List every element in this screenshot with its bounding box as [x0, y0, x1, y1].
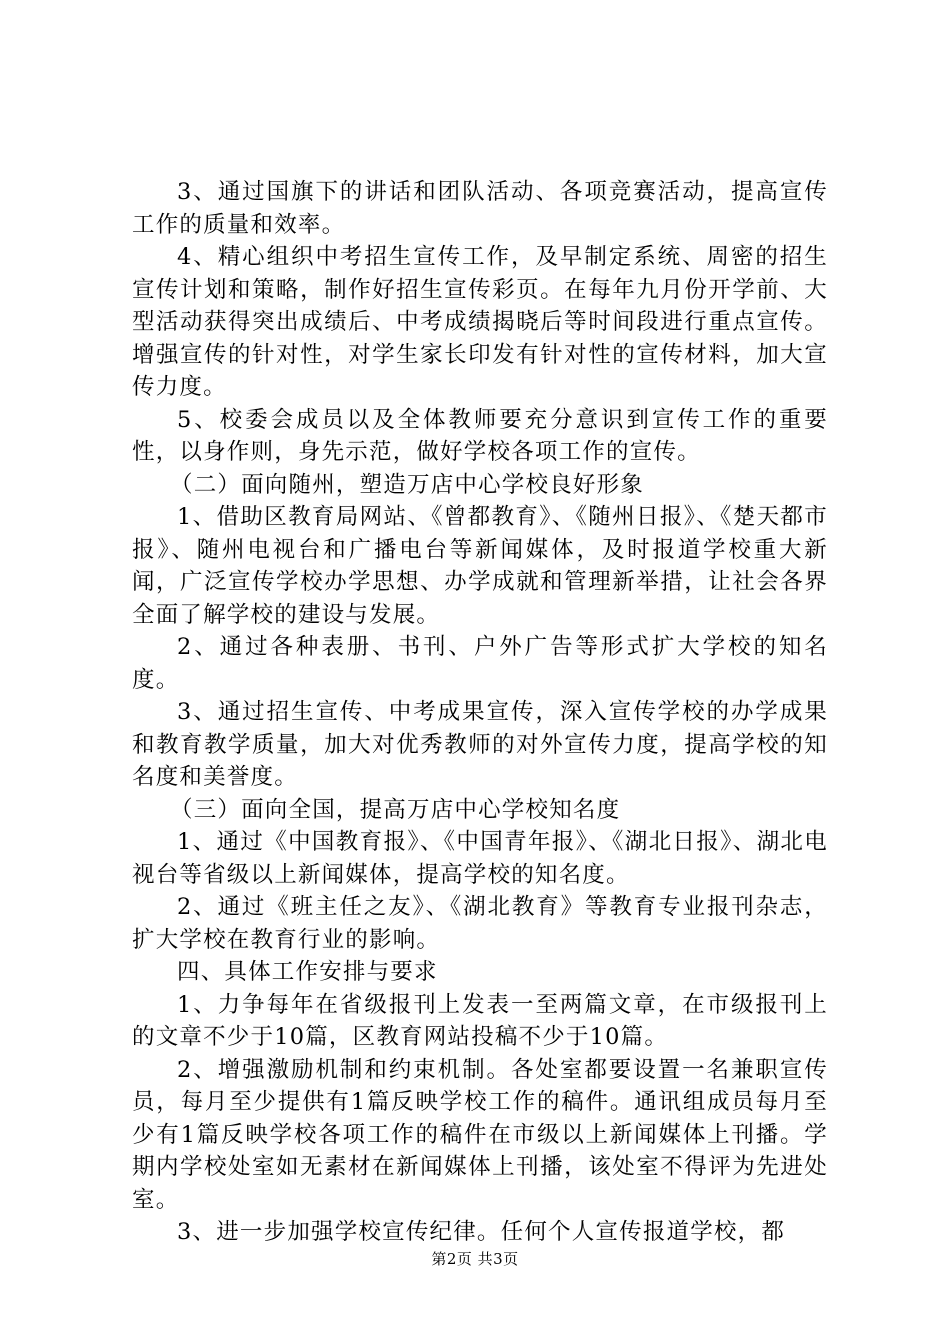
paragraph: 3、通过招生宣传、中考成果宣传，深入宣传学校的办学成果和教育教学质量，加大对优秀教师的对外宣传力度，提高学校的知名度和美誉度。 [132, 699, 828, 790]
paragraph: 4、精心组织中考招生宣传工作，及早制定系统、周密的招生宣传计划和策略，制作好招生宣传彩页。在每年九月份开学前、大型活动获得突出成绩后、中考成绩揭晓后等时间段进行重点宣传。增强宣传的针对性，对学生家长印发有针对性的宣传材料，加大宣传力度。 [132, 244, 828, 400]
paragraph: 2、通过各种表册、书刊、户外广告等形式扩大学校的知名度。 [132, 634, 828, 693]
paragraph: 2、通过《班主任之友》、《湖北教育》等教育专业报刊杂志，扩大学校在教育行业的影响。 [132, 894, 828, 953]
section-heading: （二）面向随州，塑造万店中心学校良好形象 [170, 471, 645, 498]
paragraph: 1、借助区教育局网站、《曾都教育》、《随州日报》、《楚天都市报》、随州电视台和广播电台等新闻媒体，及时报道学校重大新闻，广泛宣传学校办学思想、办学成就和管理新举措，让社会各界全面了解学校的建设与发展。 [132, 504, 828, 628]
paragraph: 3、进一步加强学校宣传纪律。任何个人宣传报道学校，都 [177, 1219, 786, 1245]
paragraph: 2、增强激励机制和约束机制。各处室都要设置一名兼职宣传员，每月至少提供有1篇反映学校工作的稿件。通讯组成员每月至少有1篇反映学校各项工作的稿件在市级以上新闻媒体上刊播。学期内学校处室如无素材在新闻媒体上刊播，该处室不得评为先进处室。 [132, 1056, 828, 1213]
section-heading: 四、具体工作安排与要求 [177, 959, 438, 985]
paragraph: 1、通过《中国教育报》、《中国青年报》、《湖北日报》、湖北电视台等省级以上新闻媒体，提高学校的知名度。 [132, 829, 828, 888]
section-heading: （三）面向全国，提高万店中心学校知名度 [170, 796, 621, 823]
paragraph: 3、通过国旗下的讲话和团队活动、各项竞赛活动，提高宣传工作的质量和效率。 [132, 179, 828, 238]
document-body [132, 176, 828, 1249]
page-number-footer: 第2页 共3页 [431, 1250, 519, 1268]
paragraph: 5、校委会成员以及全体教师要充分意识到宣传工作的重要性，以身作则，身先示范，做好学校各项工作的宣传。 [132, 406, 828, 465]
paragraph: 1、力争每年在省级报刊上发表一至两篇文章，在市级报刊上的文章不少于10篇，区教育网站投稿不少于10篇。 [132, 991, 828, 1050]
